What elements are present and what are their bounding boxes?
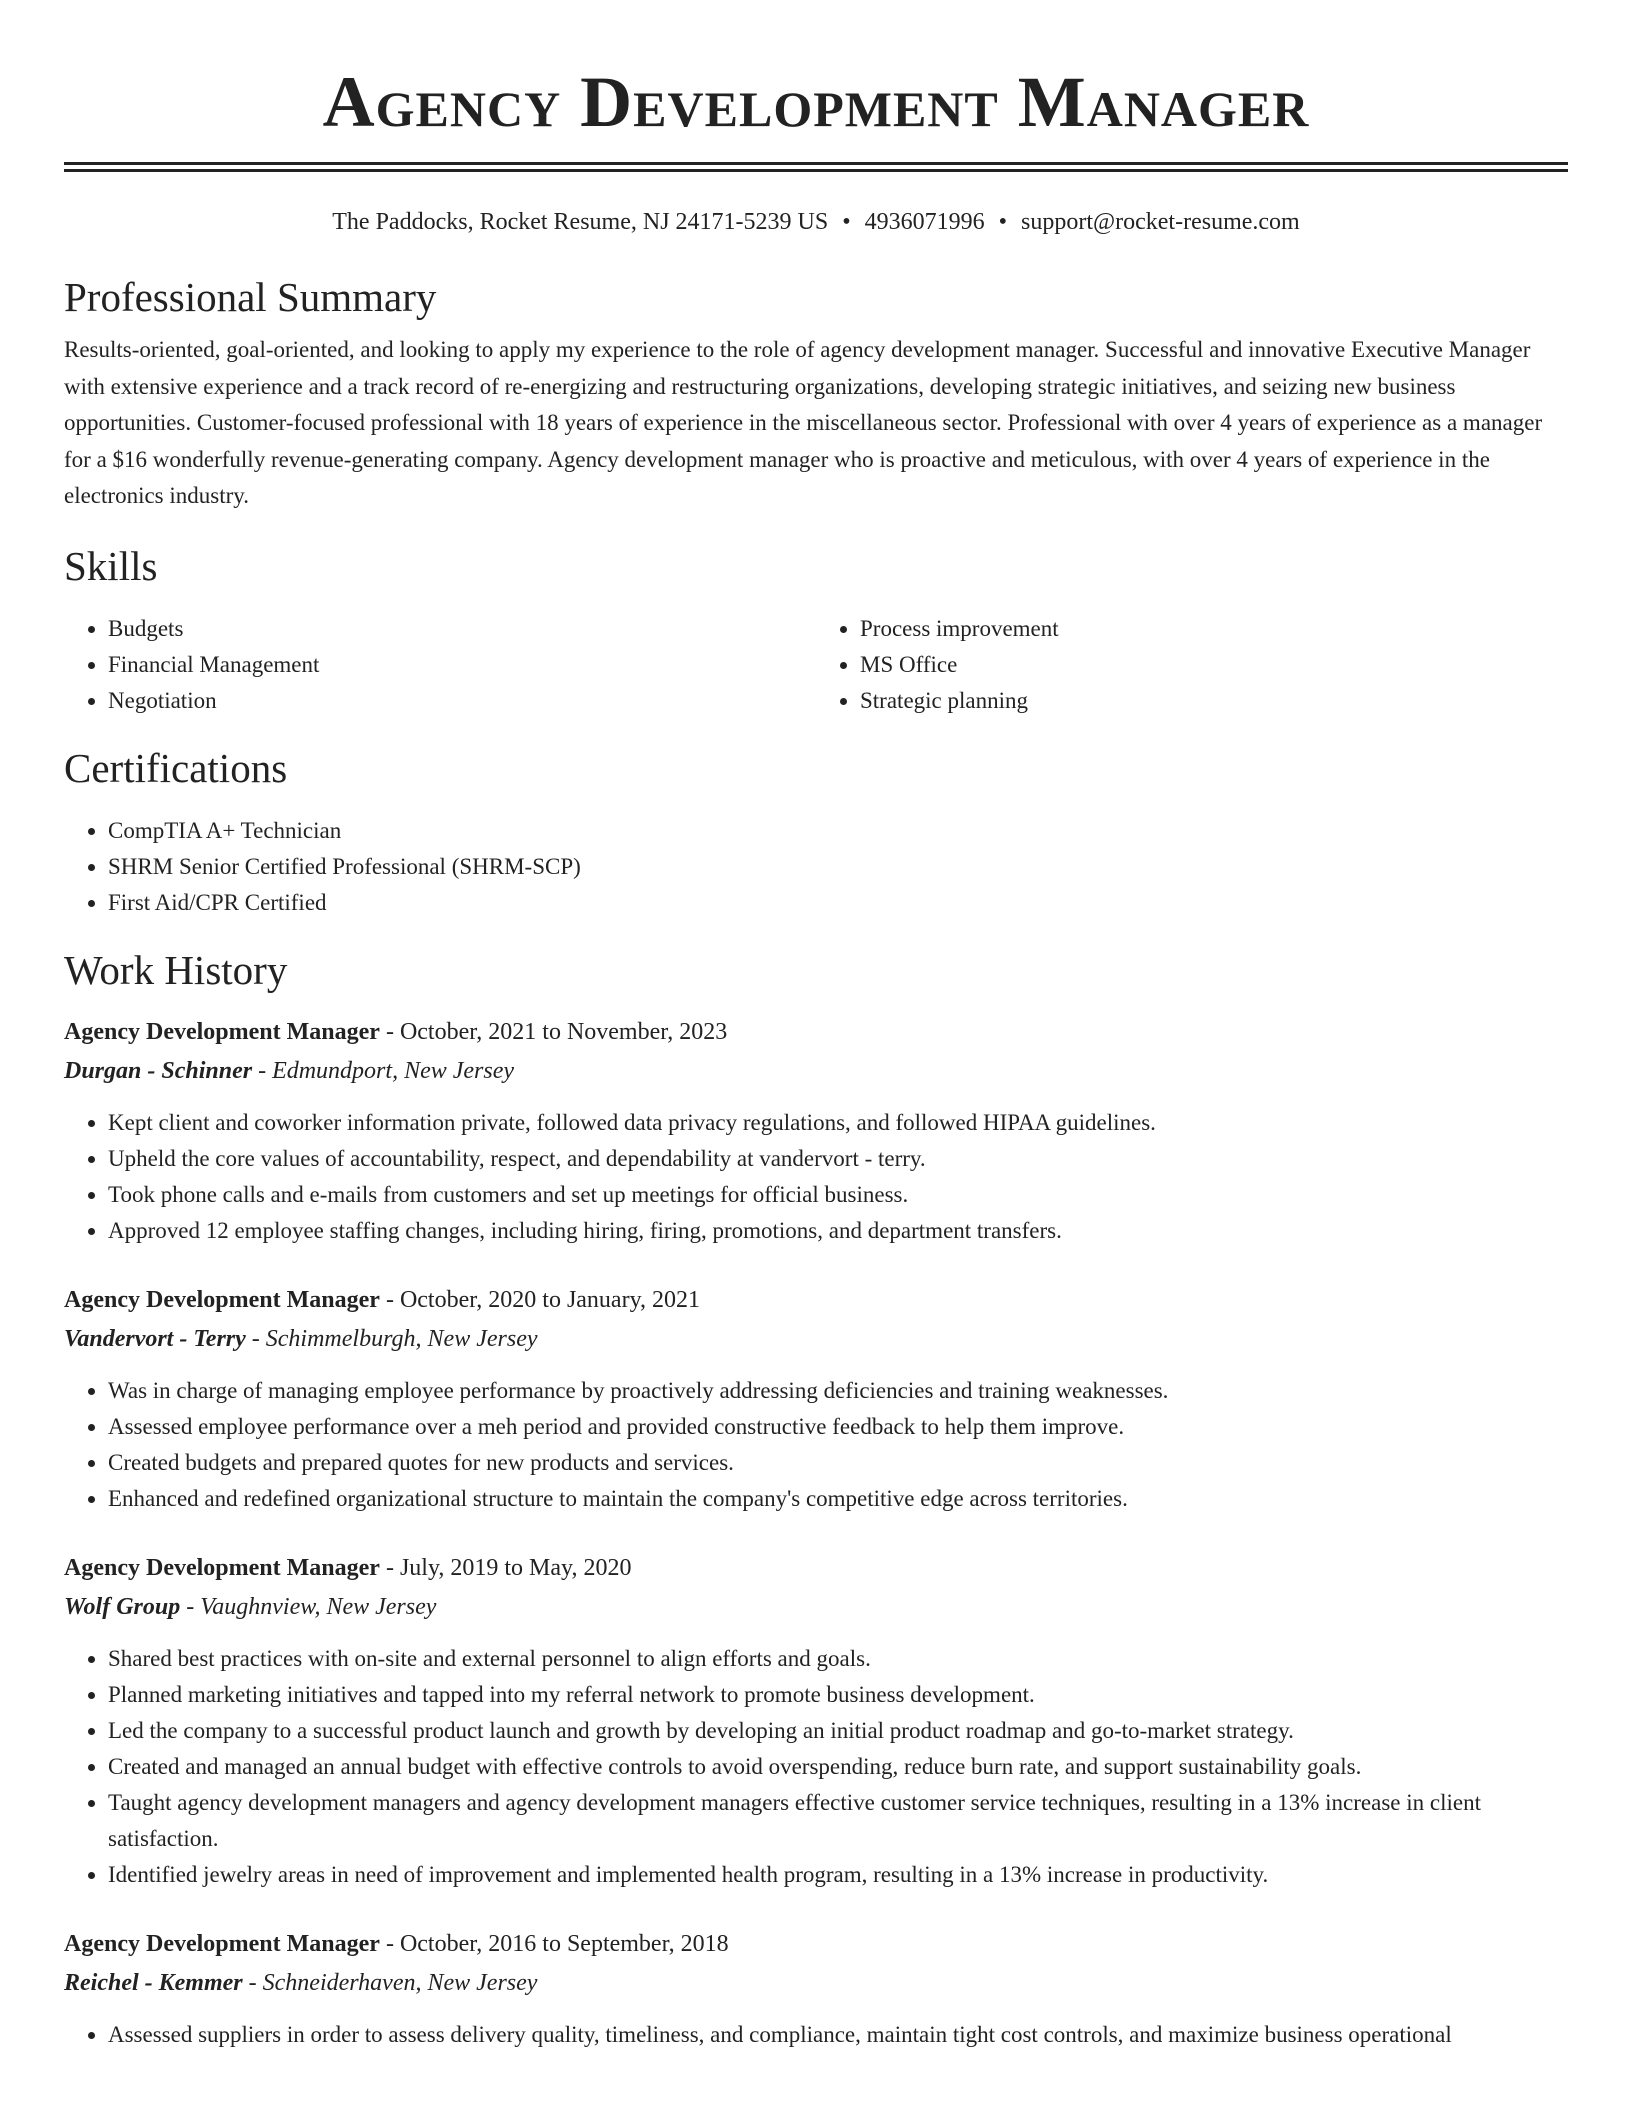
skill-item: • Budgets bbox=[108, 611, 816, 647]
job-role: Agency Development Manager bbox=[64, 1018, 380, 1045]
certifications-section bbox=[64, 743, 1568, 921]
job-bullets bbox=[64, 1105, 1568, 1249]
job-entry bbox=[64, 1925, 1568, 2053]
job-bullet: • Shared best practices with on-site and external personnel to align efforts and goals. bbox=[108, 1641, 1568, 1677]
job-dates: July, 2019 to May, 2020 bbox=[399, 1554, 632, 1581]
job-dash: - bbox=[379, 1554, 400, 1581]
job-bullet: • Upheld the core values of accountability, respect, and dependability at vandervort - terry. bbox=[108, 1141, 1568, 1177]
certification-item: • CompTIA A+ Technician bbox=[108, 813, 1568, 849]
job-company-line bbox=[64, 1319, 1568, 1359]
job-bullet: • Led the company to a successful product launch and growth by developing an initial product roadmap and go-to-market strategy. bbox=[108, 1713, 1568, 1749]
job-bullet: • Kept client and coworker information private, followed data privacy regulations, and followed HIPAA guidelines. bbox=[108, 1105, 1568, 1141]
job-entry bbox=[64, 1281, 1568, 1517]
job-dates: October, 2020 to January, 2021 bbox=[399, 1286, 701, 1313]
work-history-section bbox=[64, 945, 1568, 2053]
skills-heading: Skills bbox=[64, 542, 158, 589]
job-dash: - bbox=[180, 1593, 201, 1620]
job-company: Wolf Group bbox=[64, 1593, 181, 1620]
job-bullet: • Enhanced and redefined organizational structure to maintain the company's competitive edge across territories. bbox=[108, 1481, 1568, 1517]
certifications-list bbox=[64, 813, 1568, 921]
job-entry bbox=[64, 1549, 1568, 1893]
contact-email: support@rocket-resume.com bbox=[1021, 209, 1300, 235]
summary-section bbox=[64, 272, 1568, 515]
job-company-line bbox=[64, 1587, 1568, 1627]
skills-list-left bbox=[64, 611, 816, 719]
job-dash: - bbox=[245, 1325, 266, 1352]
skill-item: • Financial Management bbox=[108, 647, 816, 683]
summary-text: Results-oriented, goal-oriented, and looking to apply my experience to the role of agency development manager. Successful and innovative Executive Manager with extensive experience and a track record of re-energizing and restructuring organizations, developing strategic initiatives, and seizing new business opportunities. Customer-focused professional with 18 years of experience in the miscellaneous sector. Professional with over 4 years of experience as a manager for a $16 wonderfully revenue-generating company. Agency development manager who is proactive and meticulous, with over 4 years of experience in the electronics industry. bbox=[64, 337, 1543, 508]
job-bullet: • Taught agency development managers and agency development managers effective customer service techniques, resulting in a 13% increase in client satisfaction. bbox=[108, 1785, 1568, 1857]
job-dates: October, 2016 to September, 2018 bbox=[399, 1930, 729, 1957]
job-dash: - bbox=[242, 1969, 263, 1996]
work-history-heading: Work History bbox=[64, 946, 288, 993]
skill-item: • Negotiation bbox=[108, 683, 816, 719]
contact-separator: • bbox=[998, 209, 1008, 235]
job-bullet: • Identified jewelry areas in need of improvement and implemented health program, resulting in a 13% increase in productivity. bbox=[108, 1857, 1568, 1893]
summary-heading: Professional Summary bbox=[64, 274, 437, 320]
job-bullet: • Approved 12 employee staffing changes, including hiring, firing, promotions, and department transfers. bbox=[108, 1213, 1568, 1249]
skill-item: • Process improvement bbox=[860, 611, 1568, 647]
job-dash: - bbox=[379, 1286, 400, 1313]
job-location: Edmundport, New Jersey bbox=[272, 1057, 515, 1084]
job-company-line bbox=[64, 1963, 1568, 2003]
job-dash: - bbox=[252, 1057, 273, 1084]
job-bullets bbox=[64, 1641, 1568, 1893]
job-role: Agency Development Manager bbox=[64, 1554, 380, 1581]
skill-item: • Strategic planning bbox=[860, 683, 1568, 719]
title-double-rule bbox=[64, 162, 1568, 172]
resume-title: Agency Development Manager bbox=[322, 62, 1310, 142]
contact-phone: 4936071996 bbox=[864, 209, 985, 235]
job-entry bbox=[64, 1013, 1568, 1249]
skills-section bbox=[64, 541, 1568, 719]
certification-item: • SHRM Senior Certified Professional (SHRM-SCP) bbox=[108, 849, 1568, 885]
job-company-line bbox=[64, 1051, 1568, 1091]
certification-item: • First Aid/CPR Certified bbox=[108, 885, 1568, 921]
contact-address: The Paddocks, Rocket Resume, NJ 24171-5239 US bbox=[332, 209, 829, 235]
job-company: Reichel - Kemmer bbox=[64, 1969, 243, 1996]
job-dates: October, 2021 to November, 2023 bbox=[399, 1018, 728, 1045]
contact-line bbox=[64, 206, 1568, 238]
skill-item: • MS Office bbox=[860, 647, 1568, 683]
job-dash: - bbox=[379, 1018, 400, 1045]
job-dash: - bbox=[379, 1930, 400, 1957]
job-location: Schneiderhaven, New Jersey bbox=[262, 1969, 538, 1996]
job-role: Agency Development Manager bbox=[64, 1930, 380, 1957]
job-bullet: • Assessed suppliers in order to assess delivery quality, timeliness, and compliance, maintain tight cost controls, and maximize business operational bbox=[108, 2017, 1568, 2053]
job-company: Durgan - Schinner bbox=[64, 1057, 253, 1084]
job-bullet: • Was in charge of managing employee performance by proactively addressing deficiencies and training weaknesses. bbox=[108, 1373, 1568, 1409]
job-bullet: • Planned marketing initiatives and tapped into my referral network to promote business development. bbox=[108, 1677, 1568, 1713]
job-title-line bbox=[64, 1925, 1568, 1963]
certifications-heading: Certifications bbox=[64, 744, 288, 791]
job-bullet: • Created budgets and prepared quotes for new products and services. bbox=[108, 1445, 1568, 1481]
job-location: Vaughnview, New Jersey bbox=[200, 1593, 437, 1620]
skills-grid bbox=[64, 611, 1568, 719]
job-bullet: • Took phone calls and e-mails from customers and set up meetings for official business. bbox=[108, 1177, 1568, 1213]
job-company: Vandervort - Terry bbox=[64, 1325, 246, 1352]
skills-list-right bbox=[816, 611, 1568, 719]
contact-separator: • bbox=[842, 209, 851, 235]
job-bullets bbox=[64, 1373, 1568, 1517]
job-title-line bbox=[64, 1549, 1568, 1587]
job-bullet: • Assessed employee performance over a meh period and provided constructive feedback to help them improve. bbox=[108, 1409, 1568, 1445]
job-bullet: • Created and managed an annual budget with effective controls to avoid overspending, reduce burn rate, and support sustainability goals. bbox=[108, 1749, 1568, 1785]
job-role: Agency Development Manager bbox=[64, 1286, 380, 1313]
job-title-line bbox=[64, 1013, 1568, 1051]
job-location: Schimmelburgh, New Jersey bbox=[265, 1325, 538, 1352]
job-title-line bbox=[64, 1281, 1568, 1319]
job-bullets bbox=[64, 2017, 1568, 2053]
